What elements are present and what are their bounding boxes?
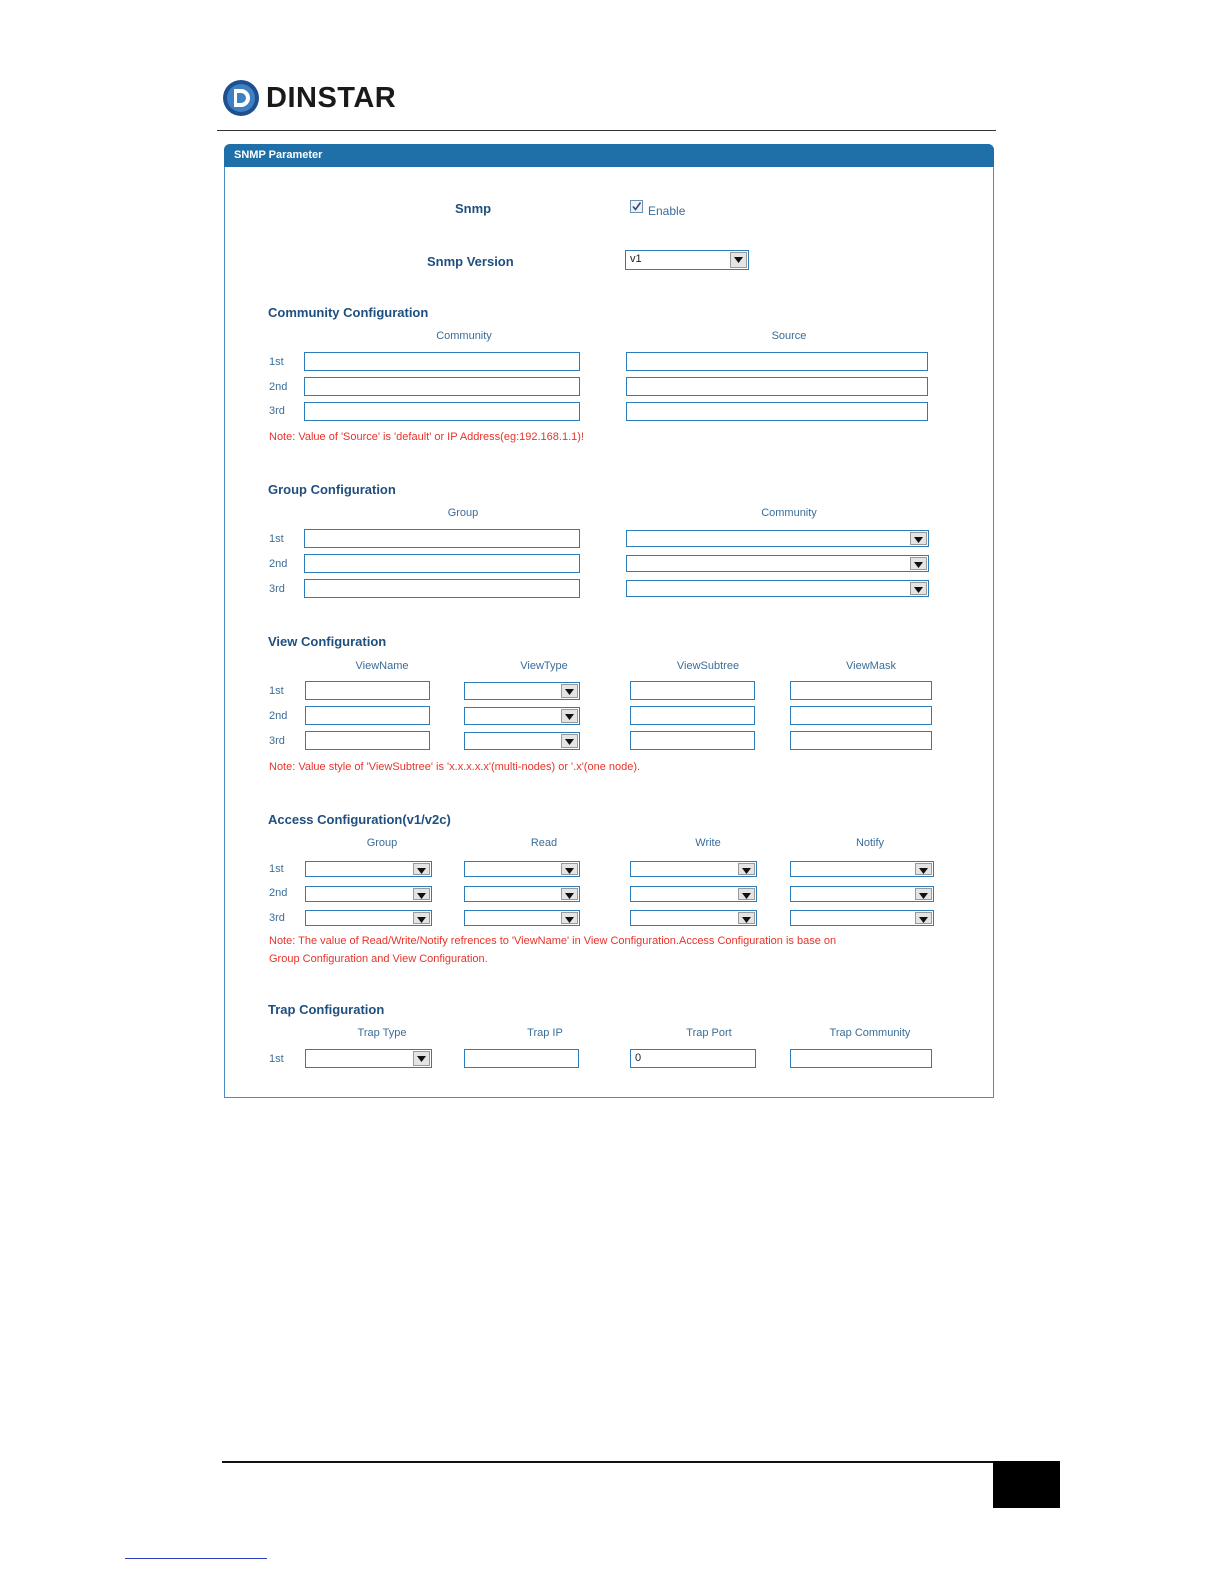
snmp-version-label: Snmp Version <box>427 254 514 269</box>
viewtype-column-header: ViewType <box>520 660 568 672</box>
dinstar-logo-icon <box>222 79 260 117</box>
chevron-down-icon <box>561 709 578 723</box>
viewsubtree-input-3[interactable] <box>630 731 755 750</box>
chevron-down-icon <box>910 582 927 595</box>
group-input-3[interactable] <box>304 579 580 598</box>
access-read-select-2[interactable] <box>464 886 580 902</box>
chevron-down-icon <box>561 684 578 698</box>
chevron-down-icon <box>730 252 747 268</box>
viewmask-column-header: ViewMask <box>846 660 896 672</box>
row-label: 2nd <box>269 558 288 570</box>
row-label: 2nd <box>269 887 288 899</box>
row-label: 1st <box>269 533 284 545</box>
trap-community-column-header: Trap Community <box>829 1027 911 1039</box>
page-number-box <box>993 1461 1060 1508</box>
footer-divider <box>222 1461 1060 1463</box>
chevron-down-icon <box>915 863 932 875</box>
viewsubtree-input-1[interactable] <box>630 681 755 700</box>
chevron-down-icon <box>915 888 932 900</box>
header-divider <box>217 130 996 131</box>
access-note <box>269 932 939 968</box>
community-input-3[interactable] <box>304 402 580 421</box>
snmp-version-select[interactable] <box>625 250 749 270</box>
chevron-down-icon <box>738 888 755 900</box>
chevron-down-icon <box>738 912 755 924</box>
access-note-line-1: Note: The value of Read/Write/Notify refrences to 'ViewName' in View Configuration.Access Configuration is base on <box>269 935 837 947</box>
viewname-input-1[interactable] <box>305 681 430 700</box>
viewmask-input-1[interactable] <box>790 681 932 700</box>
access-notify-select-2[interactable] <box>790 886 934 902</box>
row-label: 3rd <box>269 735 285 747</box>
access-write-column-header: Write <box>695 837 721 849</box>
chevron-down-icon <box>413 1051 430 1066</box>
chevron-down-icon <box>413 863 430 875</box>
snmp-enable-checkbox[interactable] <box>630 200 643 213</box>
source-input-3[interactable] <box>626 402 928 421</box>
community-column-header: Community <box>436 330 492 342</box>
access-group-select-1[interactable] <box>305 861 432 877</box>
viewname-input-2[interactable] <box>305 706 430 725</box>
viewtype-select-2[interactable] <box>464 707 580 725</box>
viewtype-select-1[interactable] <box>464 682 580 700</box>
access-write-select-2[interactable] <box>630 886 757 902</box>
source-input-2[interactable] <box>626 377 928 396</box>
access-group-select-2[interactable] <box>305 886 432 902</box>
chevron-down-icon <box>413 888 430 900</box>
row-label: 1st <box>269 356 284 368</box>
source-input-1[interactable] <box>626 352 928 371</box>
access-read-select-1[interactable] <box>464 861 580 877</box>
row-label: 1st <box>269 863 284 875</box>
row-label: 2nd <box>269 710 288 722</box>
access-config-title: Access Configuration(v1/v2c) <box>268 812 451 827</box>
checkmark-icon <box>631 201 642 212</box>
viewsubtree-input-2[interactable] <box>630 706 755 725</box>
access-write-select-3[interactable] <box>630 910 757 926</box>
community-input-1[interactable] <box>304 352 580 371</box>
viewtype-select-3[interactable] <box>464 732 580 750</box>
viewname-column-header: ViewName <box>355 660 409 672</box>
panel-header <box>224 144 994 167</box>
view-note: Note: Value style of 'ViewSubtree' is 'x.x.x.x.x'(multi-nodes) or '.x'(one node). <box>269 761 641 773</box>
access-note-line-2: Group Configuration and View Configuration. <box>269 953 488 965</box>
chevron-down-icon <box>910 557 927 570</box>
access-group-column-header: Group <box>366 837 398 849</box>
row-label: 3rd <box>269 583 285 595</box>
chevron-down-icon <box>738 863 755 875</box>
chevron-down-icon <box>561 734 578 748</box>
group-community-select-2[interactable] <box>626 555 929 572</box>
panel-title: SNMP Parameter <box>234 149 323 161</box>
access-group-select-3[interactable] <box>305 910 432 926</box>
snmp-enable-label: Enable <box>648 204 686 218</box>
group-column-header: Group <box>447 507 479 519</box>
group-community-select-1[interactable] <box>626 530 929 547</box>
row-label: 1st <box>269 685 284 697</box>
viewsubtree-column-header: ViewSubtree <box>676 660 740 672</box>
trap-ip-column-header: Trap IP <box>527 1027 563 1039</box>
access-notify-select-1[interactable] <box>790 861 934 877</box>
trap-port-input[interactable]: 0 <box>630 1049 756 1068</box>
access-read-column-header: Read <box>530 837 558 849</box>
brand-name: DINSTAR <box>266 82 397 114</box>
trap-port-column-header: Trap Port <box>686 1027 732 1039</box>
chevron-down-icon <box>561 888 578 900</box>
chevron-down-icon <box>910 532 927 545</box>
source-column-header: Source <box>771 330 807 342</box>
community-input-2[interactable] <box>304 377 580 396</box>
group-config-title: Group Configuration <box>268 482 396 497</box>
group-input-2[interactable] <box>304 554 580 573</box>
community-config-title: Community Configuration <box>268 305 429 320</box>
row-label: 3rd <box>269 912 285 924</box>
trap-type-column-header: Trap Type <box>357 1027 407 1039</box>
group-community-select-3[interactable] <box>626 580 929 597</box>
view-config-title: View Configuration <box>268 634 387 649</box>
viewmask-input-3[interactable] <box>790 731 932 750</box>
community-note: Note: Value of 'Source' is 'default' or IP Address(eg:192.168.1.1)! <box>269 431 584 443</box>
group-input-1[interactable] <box>304 529 580 548</box>
trap-config-title: Trap Configuration <box>268 1002 385 1017</box>
footer-link-underline <box>125 1558 267 1559</box>
access-notify-select-3[interactable] <box>790 910 934 926</box>
chevron-down-icon <box>561 863 578 875</box>
trap-ip-input[interactable] <box>464 1049 579 1068</box>
access-notify-column-header: Notify <box>855 837 885 849</box>
group-community-column-header: Community <box>761 507 817 519</box>
trap-type-select[interactable] <box>305 1049 432 1068</box>
chevron-down-icon <box>413 912 430 924</box>
row-label: 3rd <box>269 405 285 417</box>
viewmask-input-2[interactable] <box>790 706 932 725</box>
row-label: 2nd <box>269 381 288 393</box>
chevron-down-icon <box>915 912 932 924</box>
access-write-select-1[interactable] <box>630 861 757 877</box>
snmp-label: Snmp <box>455 201 492 216</box>
trap-community-input[interactable] <box>790 1049 932 1068</box>
snmp-version-value: v1 <box>630 253 642 265</box>
row-label: 1st <box>269 1053 284 1065</box>
access-read-select-3[interactable] <box>464 910 580 926</box>
chevron-down-icon <box>561 912 578 924</box>
viewname-input-3[interactable] <box>305 731 430 750</box>
